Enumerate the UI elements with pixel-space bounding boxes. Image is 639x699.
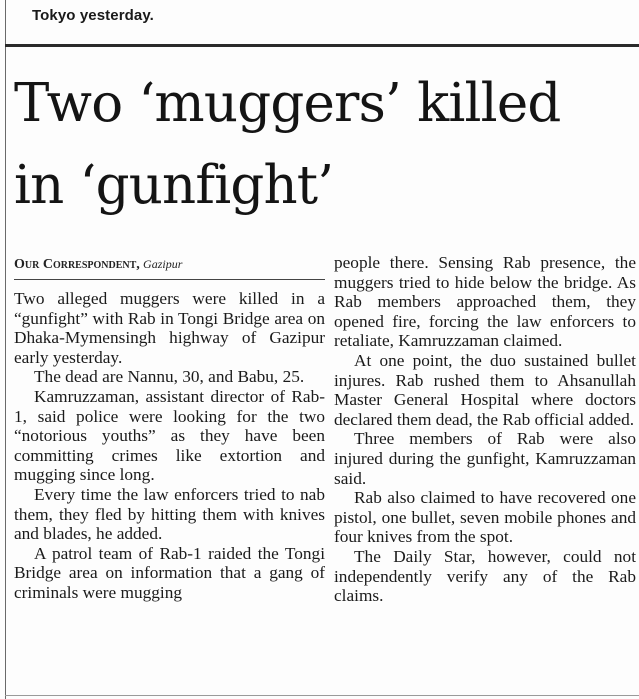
article-column-left — [14, 289, 325, 603]
byline-place: Gazipur — [143, 257, 183, 271]
left-border-rule — [5, 0, 6, 699]
byline-role: Our Correspondent, — [14, 257, 140, 272]
article-paragraph: At one point, the duo sustained bullet injures. Rab rushed them to Ahsanullah Master General Hospital where doctors declared them dead, the Rab official added. — [334, 350, 636, 429]
article-paragraph: Two alleged muggers were killed in a “gunfight” with Rab in Tongi Bridge area on Dhaka-Mymensingh highway of Gazipur early yesterday. — [14, 289, 325, 367]
article-paragraph: people there. Sensing Rab presence, the muggers tried to hide below the bridge. As Rab members approached them, they opened fire, forcing the law enforcers to retaliate, Kamruzzaman claimed. — [334, 253, 636, 351]
headline — [14, 63, 634, 227]
byline-divider — [14, 279, 325, 280]
headline-line-2: in ‘gunfight’ — [14, 155, 334, 216]
article-paragraph: Rab also claimed to have recovered one pistol, one bullet, seven mobile phones and four knives from the spot. — [334, 488, 636, 547]
byline — [14, 256, 182, 273]
section-divider — [5, 44, 639, 47]
article-paragraph: A patrol team of Rab-1 raided the Tongi Bridge area on information that a gang of criminals were mugging — [14, 543, 325, 602]
article-paragraph: The Daily Star, however, could not independently verify any of the Rab claims. — [334, 546, 636, 606]
article-paragraph: Every time the law enforcers tried to nab them, they fled by hitting them with knives and blades, he added. — [14, 484, 325, 544]
article-paragraph: Kamruzzaman, assistant director of Rab-1, said police were looking for the two “notorious youths” as they have been committing crimes like extortion and mugging since long. — [14, 386, 325, 485]
article-column-right — [334, 253, 636, 606]
article-paragraph: Three members of Rab were also injured during the gunfight, Kamruzzaman said. — [334, 429, 636, 488]
headline-line-1: Two ‘muggers’ killed — [14, 73, 561, 134]
bottom-border-rule — [5, 695, 639, 696]
article-paragraph: The dead are Nannu, 30, and Babu, 25. — [34, 367, 305, 387]
photo-caption: Tokyo yesterday. — [32, 7, 154, 24]
